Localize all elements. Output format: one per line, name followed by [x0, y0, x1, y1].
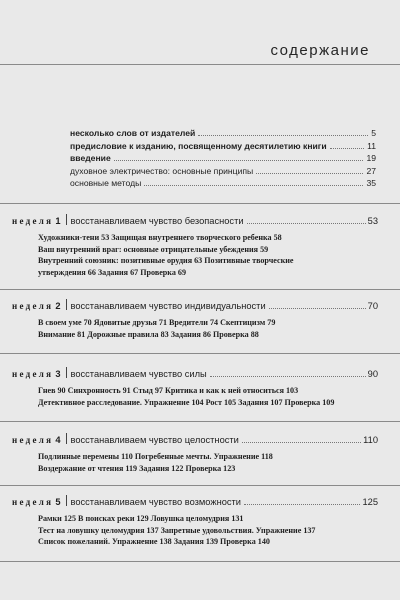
leader-dots — [247, 223, 366, 224]
toc-entry[interactable] — [70, 128, 376, 141]
contents-line: Подлинные перемены 110 Погребенные мечты. Упражнение 118 — [38, 452, 273, 461]
week-heading[interactable] — [12, 494, 378, 507]
toc-entry-label: духовное электричество: основные принципы — [70, 165, 254, 176]
toc-entry-page: 5 — [371, 128, 376, 138]
week-contents — [38, 385, 378, 408]
week-number: 2 — [55, 301, 61, 311]
leader-dots — [114, 160, 364, 161]
contents-line: Воздержание от чтения 119 Задания 122 Проверка 123 — [38, 463, 236, 473]
toc-entry[interactable] — [70, 141, 376, 154]
week-page: 53 — [367, 216, 378, 226]
section-rule — [0, 289, 400, 290]
divider-bar — [66, 367, 67, 378]
contents-line: Тест на ловушку целомудрия 137 Запретные удовольствия. Упражнение 137 — [38, 525, 316, 535]
week-page: 90 — [367, 369, 378, 379]
week-label: неделя — [12, 369, 54, 379]
section-rule — [0, 203, 400, 204]
toc-entry-page: 27 — [366, 165, 376, 176]
week-number: 1 — [55, 216, 61, 226]
leader-dots — [244, 504, 360, 505]
week-contents — [38, 232, 378, 278]
week-title: восстанавливаем чувство безопасности — [70, 216, 244, 226]
week-section-1 — [12, 213, 378, 278]
contents-line: Список пожеланий. Упражнение 138 Задания 139 Проверка 140 — [38, 537, 270, 547]
week-title: восстанавливаем чувство индивидуальности — [70, 301, 266, 311]
divider-bar — [66, 433, 67, 444]
week-title: восстанавливаем чувство силы — [70, 369, 207, 379]
week-label: неделя — [12, 497, 54, 507]
toc-entry[interactable] — [70, 153, 376, 166]
contents-line: Детективное расследование. Упражнение 104 Рост 105 Задания 107 Проверка 109 — [38, 397, 335, 407]
toc-entry[interactable] — [70, 178, 376, 191]
leader-dots — [210, 376, 366, 377]
divider-bar — [66, 214, 67, 225]
contents-line: Рамки 125 В поисках реки 129 Ловушка целомудрия 131 — [38, 514, 244, 523]
week-number: 3 — [55, 369, 61, 379]
intro-section — [70, 128, 376, 191]
contents-line: Художники-тени 53 Защищая внутреннего творческого ребенка 58 — [38, 233, 282, 242]
section-rule — [0, 485, 400, 486]
week-title: восстанавливаем чувство целостности — [70, 435, 239, 445]
week-contents — [38, 317, 378, 340]
leader-dots — [144, 185, 363, 186]
week-number: 4 — [55, 435, 61, 445]
leader-dots — [269, 308, 366, 309]
section-rule — [0, 353, 400, 354]
leader-dots — [242, 442, 361, 443]
week-contents — [38, 513, 378, 548]
week-label: неделя — [12, 216, 54, 226]
week-label: неделя — [12, 301, 54, 311]
week-heading[interactable] — [12, 213, 378, 226]
page-title: содержание — [270, 42, 370, 59]
section-rule — [0, 421, 400, 422]
week-label: неделя — [12, 435, 54, 445]
week-page: 110 — [363, 435, 378, 445]
toc-entry-label: предисловие к изданию, посвященному десятилетию книги — [70, 140, 327, 151]
leader-dots — [256, 173, 363, 174]
contents-line: Внимание 81 Дорожные правила 83 Задания 86 Проверка 88 — [38, 329, 259, 339]
divider-bar — [66, 495, 67, 506]
toc-entry-page: 11 — [367, 140, 376, 151]
title-rule — [0, 64, 400, 65]
week-heading[interactable] — [12, 366, 378, 379]
week-section-5 — [12, 494, 378, 548]
week-heading[interactable] — [12, 298, 378, 311]
leader-dots — [330, 148, 364, 149]
contents-line: Ваш внутренний враг: основные отрицательные убеждения 59 — [38, 244, 269, 254]
divider-bar — [66, 299, 67, 310]
bottom-rule — [0, 561, 400, 562]
toc-entry-label: введение — [70, 153, 111, 163]
contents-line: Внутренний союзник: позитивные орудия 63 Позитивные творческие — [38, 256, 294, 266]
week-page: 125 — [362, 497, 378, 507]
contents-line: утверждения 66 Задания 67 Проверка 69 — [38, 267, 187, 277]
leader-dots — [198, 135, 368, 136]
contents-line: Гнев 90 Синхронность 91 Стыд 97 Критика и как к ней относиться 103 — [38, 386, 299, 395]
week-section-4 — [12, 432, 378, 474]
week-section-3 — [12, 366, 378, 408]
week-contents — [38, 451, 378, 474]
contents-line: В своем уме 70 Ядовитые друзья 71 Вредители 74 Скептицизм 79 — [38, 318, 276, 327]
toc-entry-page: 19 — [366, 153, 376, 163]
week-title: восстанавливаем чувство возможности — [70, 497, 241, 507]
toc-entry[interactable] — [70, 166, 376, 179]
toc-entry-label: основные методы — [70, 178, 142, 188]
week-page: 70 — [367, 301, 378, 311]
toc-entry-page: 35 — [366, 178, 376, 188]
week-heading[interactable] — [12, 432, 378, 445]
toc-entry-label: несколько слов от издателей — [70, 128, 196, 138]
week-section-2 — [12, 298, 378, 340]
week-number: 5 — [55, 497, 61, 507]
